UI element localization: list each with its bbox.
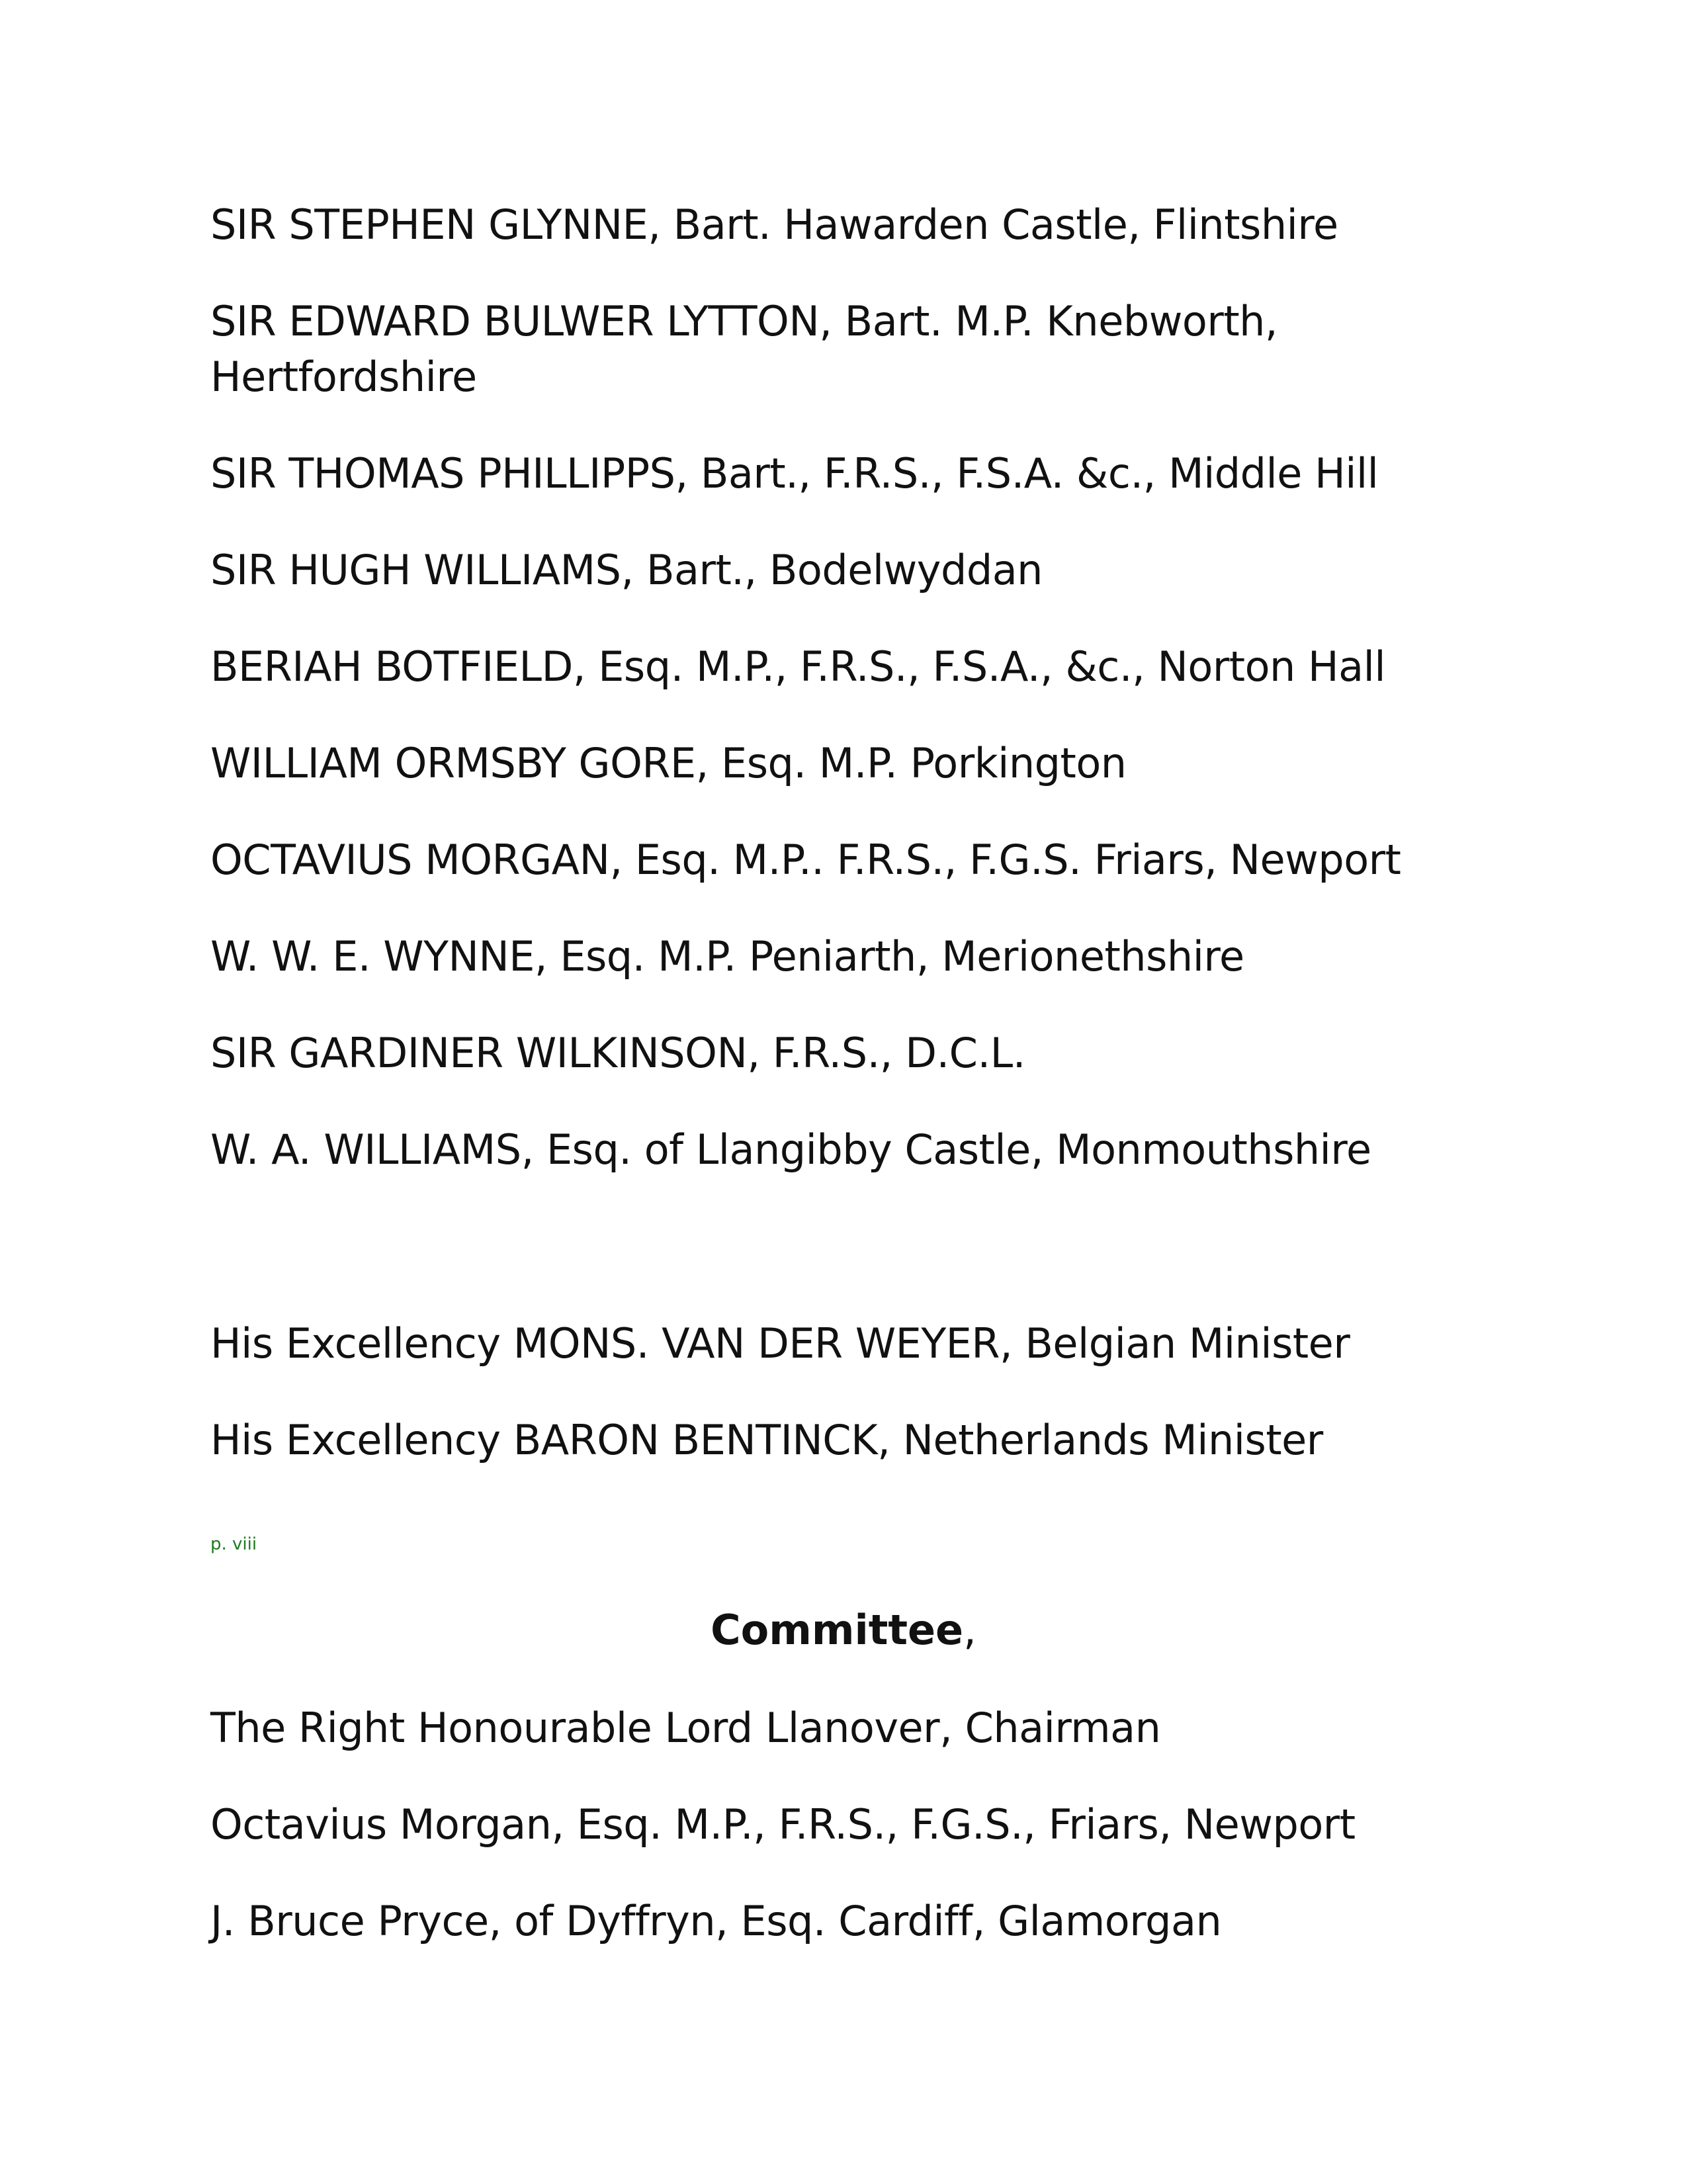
patron-line: BERIAH BOTFIELD, Esq. M.P., F.R.S., F.S.A., &c., Norton Hall: [210, 642, 1386, 691]
patron-line: SIR THOMAS PHILLIPPS, Bart., F.R.S., F.S.A. &c., Middle Hill: [210, 449, 1379, 498]
page-number: p. viii: [210, 1534, 257, 1554]
committee-member-line: J. Bruce Pryce, of Dyffryn, Esq. Cardiff, Glamorgan: [210, 1897, 1222, 1945]
committee-heading-punct: ,: [963, 1606, 976, 1654]
patron-line: SIR GARDINER WILKINSON, F.R.S., D.C.L.: [210, 1029, 1025, 1077]
patron-line: W. W. E. WYNNE, Esq. M.P. Peniarth, Merionethshire: [210, 932, 1244, 981]
minister-line: His Excellency BARON BENTINCK, Netherlands Minister: [210, 1416, 1323, 1464]
committee-member-line: The Right Honourable Lord Llanover, Chairman: [210, 1704, 1161, 1752]
committee-heading-text: Committee: [711, 1606, 964, 1654]
patron-line: OCTAVIUS MORGAN, Esq. M.P.. F.R.S., F.G.S. Friars, Newport: [210, 836, 1401, 884]
patron-line: W. A. WILLIAMS, Esq. of Llangibby Castle, Monmouthshire: [210, 1125, 1371, 1174]
committee-heading: [0, 1602, 1687, 1658]
patron-line: SIR EDWARD BULWER LYTTON, Bart. M.P. Knebworth, Hertfordshire: [210, 297, 1278, 401]
minister-line: His Excellency MONS. VAN DER WEYER, Belgian Minister: [210, 1319, 1350, 1368]
patron-line: WILLIAM ORMSBY GORE, Esq. M.P. Porkington: [210, 739, 1127, 787]
patron-line: SIR STEPHEN GLYNNE, Bart. Hawarden Castle, Flintshire: [210, 200, 1338, 249]
patron-line: SIR HUGH WILLIAMS, Bart., Bodelwyddan: [210, 546, 1043, 594]
committee-member-line: Octavius Morgan, Esq. M.P., F.R.S., F.G.S., Friars, Newport: [210, 1800, 1356, 1849]
